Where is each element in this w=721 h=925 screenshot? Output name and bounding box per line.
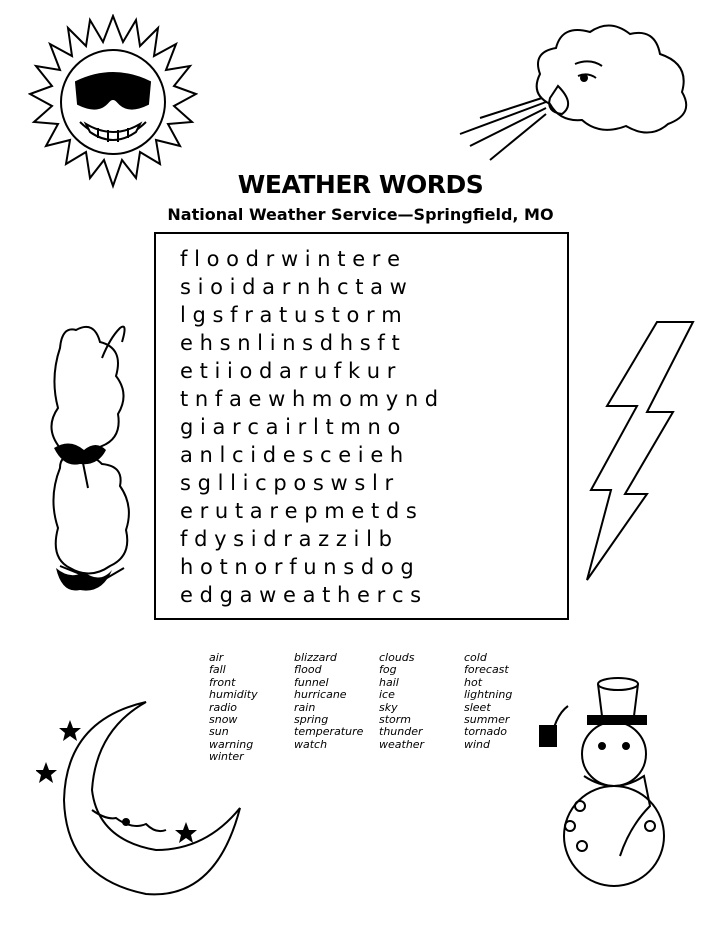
grid-row: f d y s i d r a z z i l b xyxy=(180,527,392,551)
page-subtitle: National Weather Service—Springfield, MO xyxy=(167,205,554,224)
word-item: wind xyxy=(464,737,491,751)
word-item: funnel xyxy=(294,675,329,689)
word-item: clouds xyxy=(379,651,415,664)
grid-row: h o t n o r f u n s d o g xyxy=(180,555,414,579)
word-item: humidity xyxy=(209,688,258,702)
word-column xyxy=(464,652,512,751)
word-item: blizzard xyxy=(294,651,337,664)
word-column xyxy=(294,652,363,751)
word-item: ice xyxy=(379,688,395,702)
word-item: cold xyxy=(464,651,487,664)
grid-row: t n f a e w h m o m y n d xyxy=(180,387,439,411)
word-item: fall xyxy=(209,663,226,677)
word-search-grid xyxy=(154,232,569,620)
word-item: air xyxy=(209,651,224,664)
word-item: forecast xyxy=(464,663,509,677)
word-item: hurricane xyxy=(294,688,347,702)
grid-row: s g l l i c p o s w s l r xyxy=(180,471,394,495)
grid-row: s i o i d a r n h c t a w xyxy=(180,275,407,299)
crescent-moon-icon xyxy=(36,700,246,900)
grid-row: l g s f r a t u s t o r m xyxy=(180,303,402,327)
grid-row: a n l c i d e s c e i e h xyxy=(180,443,404,467)
word-item: temperature xyxy=(294,725,364,739)
word-item: summer xyxy=(464,713,510,727)
word-item: tornado xyxy=(464,725,507,739)
word-item: sleet xyxy=(464,700,491,714)
word-column xyxy=(379,652,424,751)
word-item: fog xyxy=(379,663,397,677)
word-item: storm xyxy=(379,713,412,727)
grid-row: f l o o d r w i n t e r e xyxy=(180,247,401,271)
word-item: radio xyxy=(209,700,238,714)
grid-row: e r u t a r e p m e t d s xyxy=(180,499,417,523)
grid-row: e d g a w e a t h e r c s xyxy=(180,583,422,607)
word-item: watch xyxy=(294,737,328,751)
grid-row: e h s n l i n s d h s f t xyxy=(180,331,400,355)
wind-cloud-icon xyxy=(450,14,700,174)
word-item: hail xyxy=(379,675,399,689)
lightning-bolt-icon xyxy=(585,320,697,582)
word-item: snow xyxy=(209,713,238,727)
word-item: sky xyxy=(379,700,398,714)
word-item: lightning xyxy=(464,688,513,702)
word-item: flood xyxy=(294,663,322,677)
grid-row: e t i i o d a r u f k u r xyxy=(180,359,396,383)
grid-row: g i a r c a i r l t m n o xyxy=(180,415,401,439)
word-item: front xyxy=(209,675,236,689)
maple-leaves-icon xyxy=(40,318,135,596)
sun-with-sunglasses-icon xyxy=(28,14,198,194)
snowman-icon xyxy=(510,676,685,891)
word-item: warning xyxy=(209,737,254,751)
word-item: sun xyxy=(209,725,229,739)
word-item: rain xyxy=(294,700,316,714)
word-item: hot xyxy=(464,675,483,689)
word-item: thunder xyxy=(379,725,423,739)
word-item: winter xyxy=(209,750,244,764)
word-item: weather xyxy=(379,737,425,751)
word-item: spring xyxy=(294,713,329,727)
page-title: WEATHER WORDS xyxy=(237,170,484,199)
